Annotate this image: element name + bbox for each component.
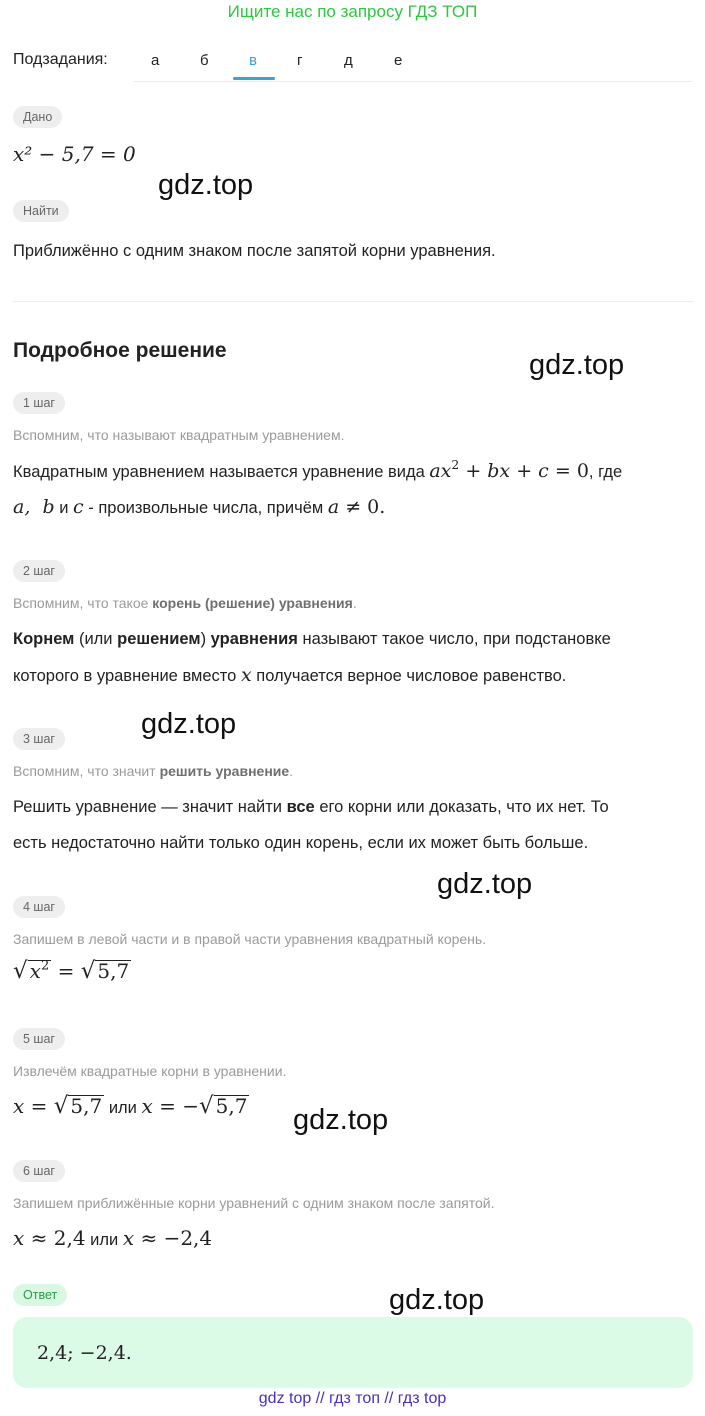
step-3-badge: 3 шаг: [13, 728, 65, 750]
step-3-line-2: есть недостаточно найти только один корень, если их может быть больше.: [13, 834, 589, 852]
step-1-text: Квадратным уравнением называется уравнение вида: [13, 463, 425, 481]
step-1-and: и: [59, 499, 69, 517]
active-tab-indicator: [233, 77, 275, 80]
step-4-equation: √ $x^2$ = √ 5,7: [13, 958, 130, 984]
tab-d[interactable]: д: [344, 52, 353, 69]
step-1-condition: a ≠ 0.: [327, 496, 386, 518]
divider: [13, 301, 693, 302]
step-3-hint: Вспомним, что значит решить уравнение.: [13, 763, 294, 779]
watermark-3: gdz.top: [141, 708, 237, 740]
given-badge: Дано: [13, 106, 62, 128]
step-1-line-1: [13, 453, 622, 490]
answer-value: 2,4; −2,4.: [37, 1342, 132, 1364]
tab-v[interactable]: в: [249, 52, 257, 69]
step-1-badge: 1 шаг: [13, 392, 65, 414]
step-1-suffix: , где: [588, 463, 623, 481]
tab-g[interactable]: г: [297, 52, 303, 69]
step-6-badge: 6 шаг: [13, 1160, 65, 1182]
step-1-general-form: $ax^2$ + bx + c = 0: [429, 457, 589, 482]
watermark-2: gdz.top: [529, 349, 625, 381]
step-2-line-2: которого в уравнение вместо x получается верное числовое равенство.: [13, 664, 567, 686]
watermark-5: gdz.top: [293, 1104, 389, 1136]
step-2-badge: 2 шаг: [13, 560, 65, 582]
step-1-text-2: - произвольные числа, причём: [88, 499, 324, 517]
subtasks-label: Подзадания:: [13, 51, 108, 68]
step-1-hint: Вспомним, что называют квадратным уравнением.: [13, 427, 345, 443]
step-5-hint: Извлечём квадратные корни в уравнении.: [13, 1063, 287, 1079]
step-2-line-1: Корнем (или решением) уравнения называют такое число, при подстановке: [13, 630, 611, 648]
find-text: Приближённо с одним знаком после запятой корни уравнения.: [13, 242, 496, 260]
footer-links[interactable]: gdz top // гдз топ // гдз top: [258, 1390, 447, 1407]
section-title: Подробное решение: [13, 339, 227, 362]
subtasks-tabs: [134, 40, 692, 82]
given-equation: x² − 5,7 = 0: [13, 142, 136, 166]
find-badge: Найти: [13, 200, 69, 222]
step-1-coef-c: c: [73, 496, 84, 518]
step-1-line-2: [13, 489, 385, 526]
watermark-6: gdz.top: [389, 1284, 485, 1316]
step-6-hint: Запишем приближённые корни уравнений с одним знаком после запятой.: [13, 1195, 495, 1211]
tab-b[interactable]: б: [200, 52, 209, 69]
watermark-4: gdz.top: [437, 868, 533, 900]
tab-a[interactable]: а: [151, 52, 160, 69]
step-5-equation: x = √ 5,7 или x = −√ 5,7: [13, 1093, 248, 1119]
step-4-hint: Запишем в левой части и в правой части уравнения квадратный корень.: [13, 931, 487, 947]
step-3-line-1: Решить уравнение — значит найти все его корни или доказать, что их нет. То: [13, 798, 609, 816]
answer-badge: Ответ: [13, 1284, 67, 1306]
step-2-hint: Вспомним, что такое корень (решение) уравнения.: [13, 595, 357, 611]
tab-e[interactable]: е: [394, 52, 403, 69]
watermark-1: gdz.top: [158, 169, 254, 201]
step-5-badge: 5 шаг: [13, 1028, 65, 1050]
answer-box: [13, 1317, 693, 1388]
step-4-badge: 4 шаг: [13, 896, 65, 918]
step-6-equation: x ≈ 2,4 или x ≈ −2,4: [13, 1226, 213, 1250]
step-1-coef-ab: a, b: [13, 496, 55, 518]
step-2-variable-x: x: [240, 664, 252, 686]
promo-banner: Ищите нас по запросу ГДЗ ТОП: [227, 2, 478, 21]
